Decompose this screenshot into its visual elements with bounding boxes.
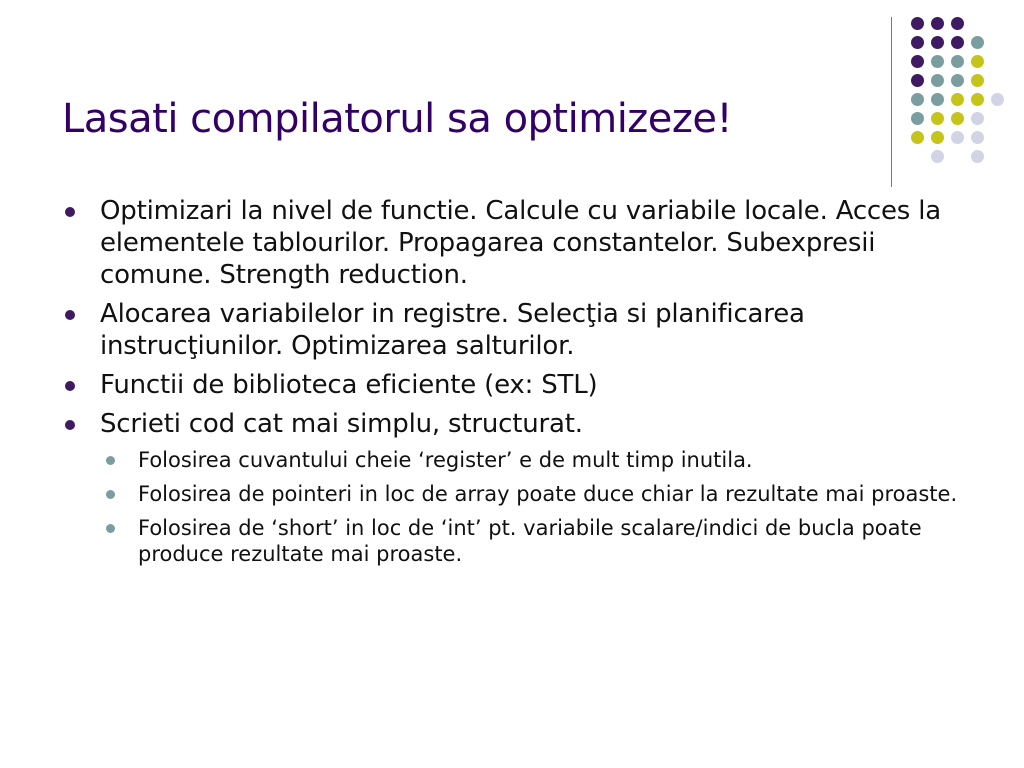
sub-bullet-text: Folosirea de ‘short’ in loc de ‘int’ pt. variabile scalare/indici de bucla poate produce rezultate mai proaste.: [138, 516, 922, 566]
decorative-dot: [931, 36, 944, 49]
decorative-dot: [931, 131, 944, 144]
decorative-dot: [951, 93, 964, 106]
bullet-item: [62, 298, 982, 362]
sub-bullet-item: [62, 481, 982, 507]
bullet-text: Alocarea variabilelor in registre. Selecţia si planificarea instrucţiunilor. Optimizarea salturilor.: [100, 299, 805, 361]
bullet-dot-icon: [65, 310, 75, 320]
sub-bullet-text: Folosirea cuvantului cheie ‘register’ e de mult timp inutila.: [138, 448, 753, 472]
sub-bullet-item: [62, 515, 982, 567]
sub-bullet-item: [62, 447, 982, 473]
bullet-text: Scrieti cod cat mai simplu, structurat.: [100, 409, 583, 439]
decorative-dot: [951, 55, 964, 68]
decorative-dot: [951, 131, 964, 144]
decorative-dot: [911, 36, 924, 49]
bullet-dot-icon: [65, 420, 75, 430]
decorative-dot: [911, 17, 924, 30]
sub-bullet-dot-icon: [106, 456, 115, 465]
decorative-dot: [911, 112, 924, 125]
decorative-dot: [971, 36, 984, 49]
decorative-dot: [951, 74, 964, 87]
bullet-text: Functii de biblioteca eficiente (ex: STL): [100, 370, 598, 400]
decorative-dot: [971, 93, 984, 106]
decorative-dot: [931, 74, 944, 87]
sub-bullet-text: Folosirea de pointeri in loc de array poate duce chiar la rezultate mai proaste.: [138, 482, 958, 506]
sub-bullet-dot-icon: [106, 490, 115, 499]
decorative-dot: [991, 93, 1004, 106]
bullet-dot-icon: [65, 207, 75, 217]
decorative-dot: [951, 36, 964, 49]
decorative-dot: [971, 131, 984, 144]
bullet-item: [62, 195, 982, 291]
bullet-item: [62, 408, 982, 440]
slide-content: [62, 195, 982, 575]
bullet-dot-icon: [65, 381, 75, 391]
decorative-dot: [911, 131, 924, 144]
bullet-text: Optimizari la nivel de functie. Calcule cu variabile locale. Acces la elementele tablourilor. Propagarea constantelor. Subexpresii comune. Strength reduction.: [100, 196, 941, 290]
decorative-dot: [931, 112, 944, 125]
decorative-dot: [971, 112, 984, 125]
decorative-dot: [971, 150, 984, 163]
decorative-dot: [931, 93, 944, 106]
decorative-dot: [931, 55, 944, 68]
divider-line: [891, 17, 892, 187]
sub-bullet-dot-icon: [106, 524, 115, 533]
slide-title: Lasati compilatorul sa optimizeze!: [62, 96, 733, 142]
decorative-dot: [931, 17, 944, 30]
decorative-dot: [911, 55, 924, 68]
decorative-dot: [971, 74, 984, 87]
decorative-dot: [951, 112, 964, 125]
bullet-item: [62, 369, 982, 401]
decorative-dot: [951, 17, 964, 30]
decorative-dot: [911, 74, 924, 87]
decorative-dot: [911, 93, 924, 106]
decorative-dot: [971, 55, 984, 68]
decorative-dot: [931, 150, 944, 163]
